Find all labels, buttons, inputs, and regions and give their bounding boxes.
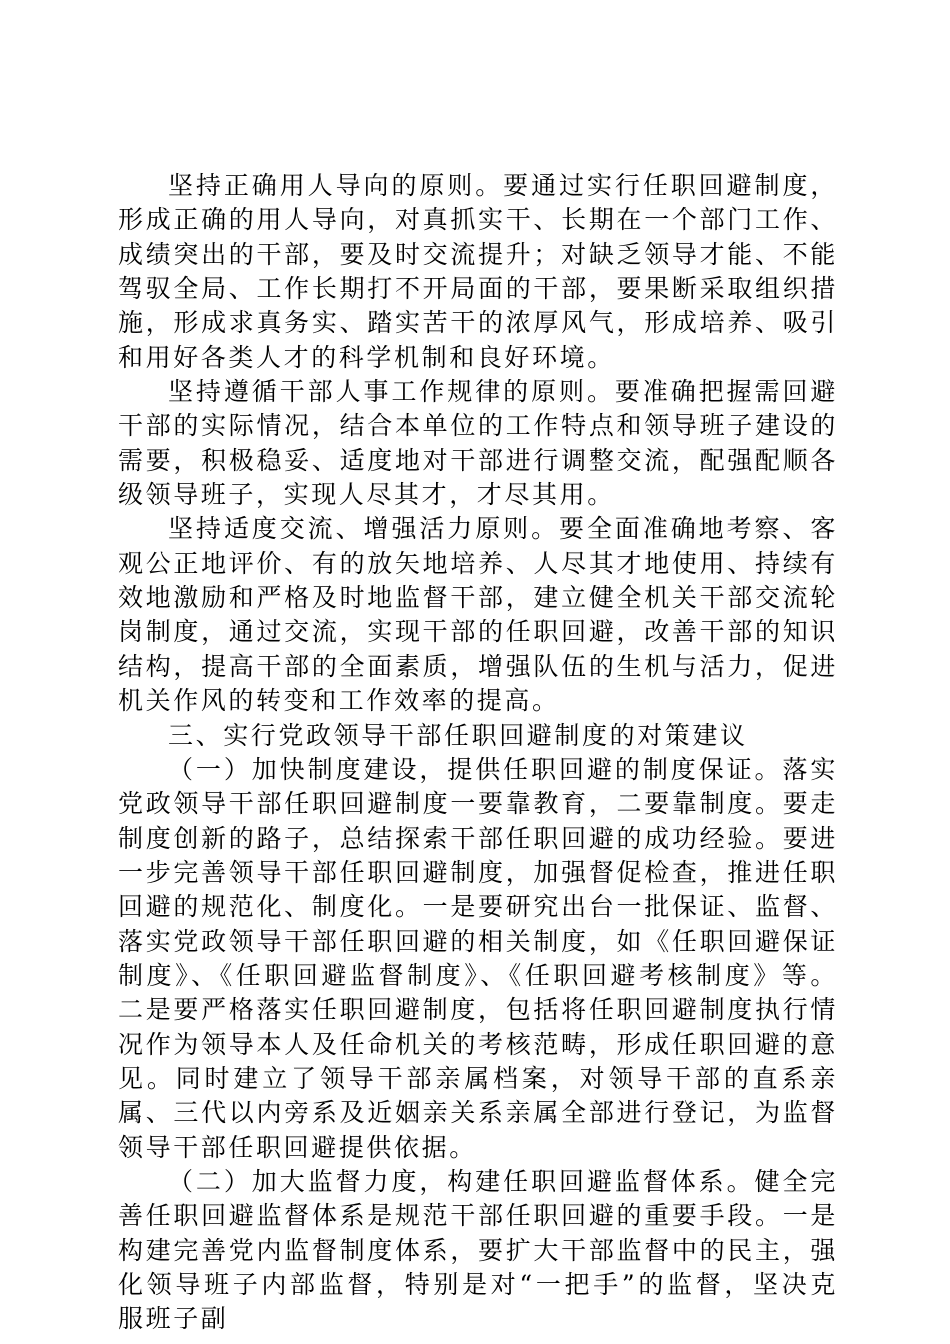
section-heading-recommendations: 三、实行党政领导干部任职回避制度的对策建议 [168,720,748,750]
paragraph-principle-employment-orientation: 坚持正确用人导向的原则。要通过实行任职回避制度，形成正确的用人导向，对真抓实干、长期在一个部门工作、成绩突出的干部，要及时交流提升；对缺乏领导才能、不能驾驭全局、工作长期打不开局面的干部，要果断采取组织措施，形成求真务实、踏实苦干的浓厚风气，形成培养、吸引和用好各类人才的科学机制和良好环境。 [118,171,838,372]
paragraph-principle-personnel-rules: 坚持遵循干部人事工作规律的原则。要准确把握需回避干部的实际情况，结合本单位的工作特点和领导班子建设的需要，积极稳妥、适度地对干部进行调整交流，配强配顺各级领导班子，实现人尽其才，才尽其用。 [118,377,838,510]
document-body [118,169,838,1337]
paragraph-system-construction: （一）加快制度建设，提供任职回避的制度保证。落实党政领导干部任职回避制度一要靠教育，二要靠制度。要走制度创新的路子，总结探索干部任职回避的成功经验。要进一步完善领导干部任职回避制度，加强督促检查，推进任职回避的规范化、制度化。一是要研究出台一批保证、监督、落实党政领导干部任职回避的相关制度，如《任职回避保证制度》、《任职回避监督制度》、《任职回避考核制度》等。二是要严格落实任职回避制度，包括将任职回避制度执行情况作为领导本人及任命机关的考核范畴，形成任职回避的意见。同时建立了领导干部亲属档案，对领导干部的直系亲属、三代以内旁系及近姻亲关系亲属全部进行登记，为监督领导干部任职回避提供依据。 [118,754,838,1162]
paragraph-supervision-strength: （二）加大监督力度，构建任职回避监督体系。健全完善任职回避监督体系是规范干部任职回避的重要手段。一是构建完善党内监督制度体系，要扩大干部监督中的民主，强化领导班子内部监督，特别是对“一把手”的监督，坚决克服班子副 [118,1166,838,1334]
paragraph-principle-moderate-exchange: 坚持适度交流、增强活力原则。要全面准确地考察、客观公正地评价、有的放矢地培养、人尽其才地使用、持续有效地激励和严格及时地监督干部，建立健全机关干部交流轮岗制度，通过交流，实现干部的任职回避，改善干部的知识结构，提高干部的全面素质，增强队伍的生机与活力，促进机关作风的转变和工作效率的提高。 [118,514,838,716]
